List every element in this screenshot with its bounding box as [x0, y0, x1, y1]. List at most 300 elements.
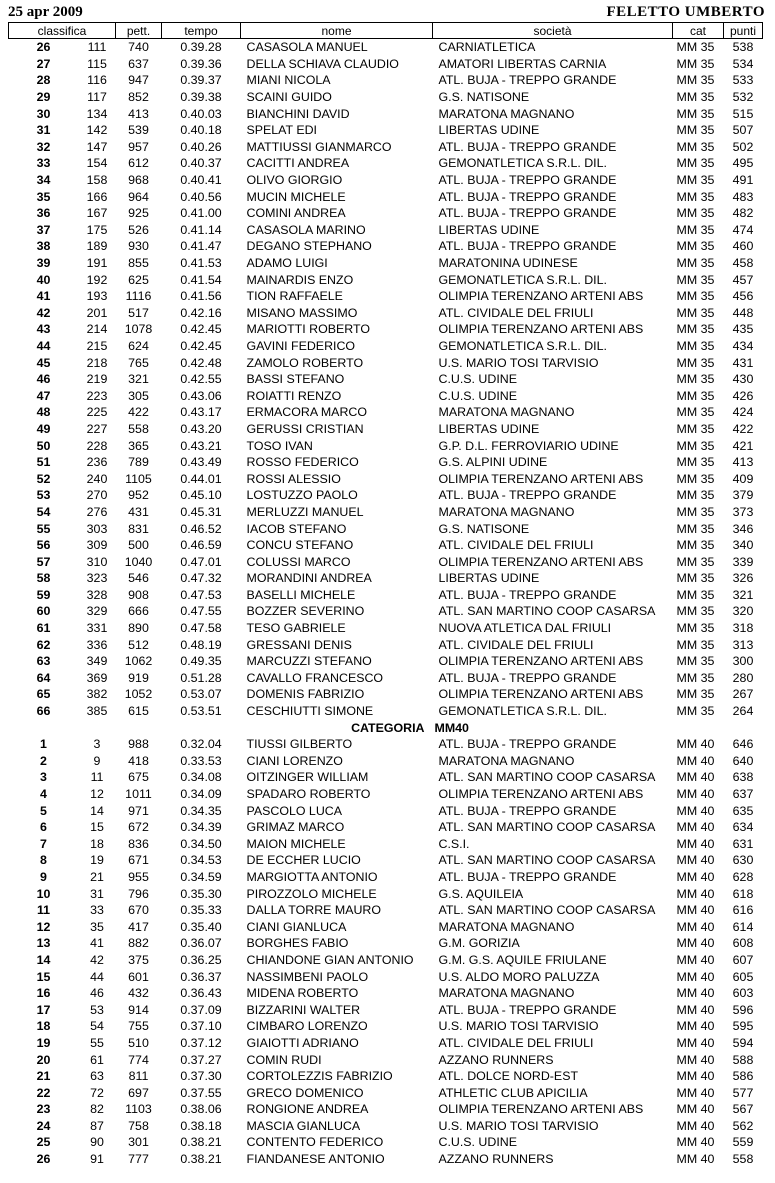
points-cell: 596 — [732, 1002, 754, 1017]
rank-cell: 61 — [36, 621, 51, 636]
club-cell: ATL. BUJA - TREPPO GRANDE — [438, 670, 617, 685]
name-cell: MASCIA GIANLUCA — [246, 1118, 361, 1133]
points-cell: 318 — [732, 621, 754, 636]
time-cell: 0.34.08 — [180, 770, 222, 785]
club-cell: OLIMPIA TERENZANO ARTENI ABS — [438, 687, 644, 702]
name-cell: ADAMO LUIGI — [246, 256, 328, 271]
club-cell: OLIMPIA TERENZANO ARTENI ABS — [438, 554, 644, 569]
time-cell: 0.33.53 — [180, 753, 222, 768]
category-cell: MM 35 — [676, 637, 715, 652]
rank-cell: 27 — [36, 56, 51, 71]
name-cell: MIANI NICOLA — [246, 73, 331, 88]
name-cell: GRECO DOMENICO — [246, 1085, 364, 1100]
points-cell: 495 — [732, 156, 754, 171]
rank-cell: 57 — [36, 554, 51, 569]
points-cell: 638 — [732, 770, 754, 785]
name-cell: CIANI LORENZO — [246, 753, 343, 768]
rank-cell: 42 — [36, 305, 51, 320]
overall-cell: 42 — [90, 952, 104, 967]
category-cell: MM 35 — [676, 504, 715, 519]
category-cell: MM 35 — [676, 488, 715, 503]
time-cell: 0.37.10 — [180, 1019, 222, 1034]
points-cell: 630 — [732, 853, 754, 868]
bib-cell: 510 — [128, 1035, 149, 1050]
overall-cell: 117 — [87, 90, 107, 105]
bib-cell: 855 — [128, 256, 149, 271]
name-cell: DALLA TORRE MAURO — [246, 903, 381, 918]
name-cell: DELLA SCHIAVA CLAUDIO — [246, 56, 399, 71]
points-cell: 534 — [732, 56, 754, 71]
category-cell: MM 35 — [676, 405, 715, 420]
points-cell: 614 — [732, 919, 754, 934]
time-cell: 0.49.35 — [180, 654, 222, 669]
club-cell: LIBERTAS UDINE — [438, 123, 540, 138]
category-cell: MM 35 — [676, 239, 715, 254]
race-date: 25 apr 2009 — [8, 4, 83, 20]
rank-cell: 40 — [36, 272, 51, 287]
table-row — [9, 653, 763, 670]
time-cell: 0.35.30 — [180, 886, 222, 901]
table-row — [9, 89, 763, 106]
rank-cell: 26 — [36, 40, 51, 55]
table-row — [9, 885, 763, 902]
points-cell: 435 — [732, 322, 754, 337]
points-cell: 515 — [732, 106, 754, 121]
name-cell: TION RAFFAELE — [246, 289, 343, 304]
category-cell: MM 40 — [676, 919, 715, 934]
bib-cell: 952 — [128, 488, 149, 503]
name-cell: DEGANO STEPHANO — [246, 239, 372, 254]
table-row — [9, 437, 763, 454]
category-cell: MM 40 — [676, 1069, 715, 1084]
time-cell: 0.41.00 — [180, 206, 222, 221]
points-cell: 267 — [732, 687, 754, 702]
time-cell: 0.40.26 — [180, 139, 222, 154]
category-cell: MM 35 — [676, 471, 715, 486]
bib-cell: 697 — [128, 1085, 149, 1100]
points-cell: 458 — [732, 256, 754, 271]
time-cell: 0.34.09 — [180, 787, 222, 802]
name-cell: DOMENIS FABRIZIO — [246, 687, 365, 702]
time-cell: 0.36.25 — [180, 952, 222, 967]
time-cell: 0.39.37 — [180, 73, 222, 88]
category-cell: MM 35 — [676, 123, 715, 138]
overall-cell: 385 — [86, 704, 108, 719]
points-cell: 631 — [732, 836, 754, 851]
table-row — [9, 570, 763, 587]
time-cell: 0.34.39 — [180, 820, 222, 835]
name-cell: MARCUZZI STEFANO — [246, 654, 372, 669]
overall-cell: 9 — [93, 753, 101, 768]
rank-cell: 47 — [36, 388, 51, 403]
category-cell: MM 40 — [676, 753, 715, 768]
table-row — [9, 736, 763, 753]
category-cell: MM 40 — [676, 1085, 715, 1100]
name-cell: CIMBARO LORENZO — [246, 1019, 368, 1034]
points-cell: 474 — [732, 222, 754, 237]
rank-cell: 24 — [36, 1118, 51, 1133]
rank-cell: 9 — [40, 869, 47, 884]
club-cell: AZZANO RUNNERS — [438, 1052, 554, 1067]
name-cell: BOZZER SEVERINO — [246, 604, 365, 619]
name-cell: TOSO IVAN — [246, 438, 313, 453]
bib-cell: 925 — [128, 206, 149, 221]
table-row — [9, 305, 763, 322]
category-cell: MM 35 — [676, 173, 715, 188]
name-cell: CACITTI ANDREA — [246, 156, 350, 171]
overall-cell: 72 — [90, 1085, 104, 1100]
category-cell: MM 40 — [676, 803, 715, 818]
bib-cell: 765 — [128, 355, 149, 370]
club-cell: ATL. BUJA - TREPPO GRANDE — [438, 587, 617, 602]
bib-cell: 914 — [128, 1002, 149, 1017]
rank-cell: 44 — [36, 338, 51, 353]
time-cell: 0.40.18 — [180, 123, 222, 138]
rank-cell: 2 — [40, 753, 47, 768]
points-cell: 635 — [732, 803, 754, 818]
name-cell: ROIATTI RENZO — [246, 388, 342, 403]
time-cell: 0.42.48 — [180, 355, 222, 370]
category-cell: MM 35 — [676, 289, 715, 304]
overall-cell: 276 — [86, 504, 108, 519]
bib-cell: 1103 — [125, 1102, 152, 1117]
club-cell: ATL. BUJA - TREPPO GRANDE — [438, 1002, 617, 1017]
points-cell: 491 — [732, 173, 754, 188]
rank-cell: 8 — [40, 853, 47, 868]
points-cell: 646 — [732, 737, 754, 752]
table-row — [9, 918, 763, 935]
overall-cell: 12 — [90, 787, 104, 802]
bib-cell: 305 — [128, 388, 149, 403]
category-cell: MM 35 — [676, 587, 715, 602]
table-row — [9, 935, 763, 952]
club-cell: MARATONA MAGNANO — [438, 106, 575, 121]
col-header-societa: società — [433, 23, 673, 39]
bib-cell: 919 — [128, 670, 149, 685]
bib-cell: 375 — [128, 952, 149, 967]
table-row — [9, 985, 763, 1002]
points-cell: 618 — [732, 886, 754, 901]
time-cell: 0.47.58 — [180, 621, 222, 636]
table-row — [9, 636, 763, 653]
name-cell: BASSI STEFANO — [246, 372, 345, 387]
category-cell: MM 35 — [676, 687, 715, 702]
time-cell: 0.41.56 — [180, 289, 222, 304]
points-cell: 421 — [732, 438, 754, 453]
category-cell: MM 40 — [676, 836, 715, 851]
table-row — [9, 603, 763, 620]
bib-cell: 601 — [128, 969, 149, 984]
category-cell: MM 35 — [676, 554, 715, 569]
bib-cell: 558 — [128, 421, 149, 436]
club-cell: ATL. BUJA - TREPPO GRANDE — [438, 869, 617, 884]
name-cell: CASASOLA MARINO — [246, 222, 366, 237]
name-cell: CORTOLEZZIS FABRIZIO — [246, 1069, 393, 1084]
table-row — [9, 371, 763, 388]
overall-cell: 219 — [86, 372, 108, 387]
category-cell: MM 40 — [676, 787, 715, 802]
name-cell: GAVINI FEDERICO — [246, 338, 356, 353]
points-cell: 409 — [732, 471, 754, 486]
category-cell: MM 40 — [676, 1019, 715, 1034]
bib-cell: 964 — [128, 189, 149, 204]
points-cell: 637 — [732, 787, 754, 802]
col-header-pett: pett. — [116, 23, 162, 39]
category-cell: MM 35 — [676, 654, 715, 669]
name-cell: GERUSSI CRISTIAN — [246, 421, 364, 436]
bib-cell: 831 — [128, 521, 149, 536]
time-cell: 0.47.53 — [180, 587, 222, 602]
overall-cell: 87 — [90, 1118, 104, 1133]
rank-cell: 43 — [36, 322, 51, 337]
time-cell: 0.46.59 — [180, 538, 222, 553]
points-cell: 313 — [732, 637, 754, 652]
club-cell: ATHLETIC CLUB APICILIA — [438, 1085, 588, 1100]
bib-cell: 672 — [128, 820, 149, 835]
category-cell: MM 35 — [676, 139, 715, 154]
overall-cell: 329 — [86, 604, 108, 619]
club-cell: OLIMPIA TERENZANO ARTENI ABS — [438, 654, 644, 669]
club-cell: ATL. BUJA - TREPPO GRANDE — [438, 173, 617, 188]
time-cell: 0.36.37 — [180, 969, 222, 984]
table-row — [9, 271, 763, 288]
points-cell: 559 — [732, 1135, 754, 1150]
club-cell: G.S. NATISONE — [438, 90, 530, 105]
overall-cell: 82 — [90, 1102, 104, 1117]
rank-cell: 19 — [36, 1035, 51, 1050]
points-cell: 280 — [732, 670, 754, 685]
bib-cell: 539 — [128, 123, 149, 138]
table-row — [9, 172, 763, 189]
overall-cell: 44 — [90, 969, 104, 984]
points-cell: 562 — [732, 1118, 754, 1133]
overall-cell: 369 — [86, 670, 108, 685]
col-header-nome: nome — [241, 23, 433, 39]
bib-cell: 1062 — [124, 654, 153, 669]
bib-cell: 666 — [128, 604, 149, 619]
overall-cell: 115 — [87, 56, 107, 71]
name-cell: BIZZARINI WALTER — [246, 1002, 361, 1017]
category-cell: MM 35 — [676, 388, 715, 403]
table-row — [9, 404, 763, 421]
rank-cell: 25 — [36, 1135, 51, 1150]
category-cell: MM 35 — [676, 421, 715, 436]
table-row — [9, 470, 763, 487]
rank-cell: 51 — [36, 455, 51, 470]
club-cell: ATL. CIVIDALE DEL FRIULI — [438, 1035, 594, 1050]
points-cell: 434 — [732, 338, 754, 353]
points-cell: 607 — [732, 952, 754, 967]
club-cell: ATL. BUJA - TREPPO GRANDE — [438, 488, 617, 503]
bib-cell: 758 — [128, 1118, 149, 1133]
table-row — [9, 1134, 763, 1151]
time-cell: 0.40.03 — [180, 106, 222, 121]
club-cell: ATL. SAN MARTINO COOP CASARSA — [438, 903, 656, 918]
table-row — [9, 1001, 763, 1018]
time-cell: 0.48.19 — [180, 637, 222, 652]
table-row — [9, 39, 763, 56]
time-cell: 0.43.21 — [180, 438, 222, 453]
table-row — [9, 421, 763, 438]
time-cell: 0.53.07 — [180, 687, 222, 702]
club-cell: ATL. CIVIDALE DEL FRIULI — [438, 538, 594, 553]
name-cell: BASELLI MICHELE — [246, 587, 356, 602]
rank-cell: 14 — [36, 952, 51, 967]
col-header-tempo: tempo — [162, 23, 241, 39]
category-cell: MM 35 — [676, 438, 715, 453]
overall-cell: 116 — [87, 73, 107, 88]
bib-cell: 777 — [128, 1152, 149, 1167]
time-cell: 0.41.54 — [180, 272, 222, 287]
category-cell: MM 40 — [676, 903, 715, 918]
name-cell: MAION MICHELE — [246, 836, 346, 851]
time-cell: 0.43.49 — [180, 455, 222, 470]
table-row — [9, 769, 763, 786]
points-cell: 608 — [732, 936, 754, 951]
time-cell: 0.39.36 — [180, 56, 222, 71]
category-cell: MM 40 — [676, 886, 715, 901]
category-cell: MM 40 — [676, 1152, 715, 1167]
time-cell: 0.39.28 — [180, 40, 222, 55]
club-cell: ATL. SAN MARTINO COOP CASARSA — [438, 770, 656, 785]
category-cell: MM 35 — [676, 90, 715, 105]
table-row — [9, 139, 763, 156]
points-cell: 379 — [732, 488, 754, 503]
club-cell: U.S. MARIO TOSI TARVISIO — [438, 355, 599, 370]
rank-cell: 34 — [36, 173, 51, 188]
overall-cell: 323 — [86, 571, 108, 586]
bib-cell: 774 — [128, 1052, 149, 1067]
time-cell: 0.45.10 — [180, 488, 222, 503]
name-cell: ERMACORA MARCO — [246, 405, 367, 420]
rank-cell: 1 — [40, 737, 47, 752]
table-row — [9, 222, 763, 239]
points-cell: 300 — [732, 654, 754, 669]
club-cell: OLIMPIA TERENZANO ARTENI ABS — [438, 1102, 644, 1117]
club-cell: NUOVA ATLETICA DAL FRIULI — [438, 621, 612, 636]
overall-cell: 11 — [90, 770, 104, 785]
name-cell: FIANDANESE ANTONIO — [246, 1152, 385, 1167]
rank-cell: 49 — [36, 421, 51, 436]
club-cell: AMATORI LIBERTAS CARNIA — [438, 56, 607, 71]
bib-cell: 947 — [128, 73, 149, 88]
club-cell: LIBERTAS UDINE — [438, 222, 540, 237]
club-cell: CARNIATLETICA — [438, 40, 536, 55]
race-location: FELETTO UMBERTO — [606, 4, 765, 20]
overall-cell: 228 — [86, 438, 108, 453]
club-cell: G.S. NATISONE — [438, 521, 530, 536]
rank-cell: 11 — [36, 903, 51, 918]
bib-cell: 789 — [128, 455, 149, 470]
rank-cell: 4 — [40, 787, 47, 802]
rank-cell: 22 — [36, 1085, 51, 1100]
category-cell: MM 35 — [676, 156, 715, 171]
points-cell: 538 — [732, 40, 754, 55]
club-cell: OLIMPIA TERENZANO ARTENI ABS — [438, 289, 644, 304]
club-cell: U.S. ALDO MORO PALUZZA — [438, 969, 600, 984]
rank-cell: 16 — [36, 986, 51, 1001]
category-cell: MM 35 — [676, 571, 715, 586]
bib-cell: 321 — [128, 372, 149, 387]
bib-cell: 637 — [128, 56, 149, 71]
club-cell: ATL. BUJA - TREPPO GRANDE — [438, 189, 617, 204]
overall-cell: 14 — [90, 803, 104, 818]
category-cell: MM 35 — [676, 604, 715, 619]
points-cell: 577 — [732, 1085, 754, 1100]
time-cell: 0.37.09 — [180, 1002, 222, 1017]
name-cell: BORGHES FABIO — [246, 936, 349, 951]
overall-cell: 3 — [93, 737, 101, 752]
table-row — [9, 1151, 763, 1168]
points-cell: 640 — [732, 753, 754, 768]
name-cell: GRESSANI DENIS — [246, 637, 352, 652]
rank-cell: 20 — [36, 1052, 51, 1067]
bib-cell: 971 — [128, 803, 149, 818]
time-cell: 0.39.38 — [180, 90, 222, 105]
overall-cell: 91 — [90, 1152, 104, 1167]
results-table — [8, 22, 763, 1167]
points-cell: 594 — [732, 1035, 754, 1050]
rank-cell: 5 — [40, 803, 47, 818]
name-cell: OITZINGER WILLIAM — [246, 770, 369, 785]
rank-cell: 18 — [36, 1019, 51, 1034]
table-row — [9, 338, 763, 355]
overall-cell: 111 — [87, 40, 107, 55]
bib-cell: 988 — [128, 737, 149, 752]
table-row — [9, 553, 763, 570]
table-row — [9, 454, 763, 471]
club-cell: ATL. BUJA - TREPPO GRANDE — [438, 73, 617, 88]
category-cell: MM 35 — [676, 521, 715, 536]
bib-cell: 1078 — [124, 322, 153, 337]
club-cell: C.U.S. UDINE — [438, 388, 517, 403]
time-cell: 0.47.32 — [180, 571, 222, 586]
club-cell: ATL. BUJA - TREPPO GRANDE — [438, 139, 617, 154]
time-cell: 0.42.55 — [180, 372, 222, 387]
rank-cell: 52 — [36, 471, 51, 486]
category-cell: MM 40 — [676, 1002, 715, 1017]
category-cell: MM 35 — [676, 338, 715, 353]
club-cell: C.S.I. — [438, 836, 470, 851]
overall-cell: 167 — [86, 206, 108, 221]
points-cell: 634 — [732, 820, 754, 835]
overall-cell: 349 — [86, 654, 108, 669]
name-cell: CONCU STEFANO — [246, 538, 354, 553]
category-cell: MM 35 — [676, 40, 715, 55]
rank-cell: 6 — [40, 820, 47, 835]
name-cell: LOSTUZZO PAOLO — [246, 488, 358, 503]
table-row — [9, 952, 763, 969]
table-row — [9, 155, 763, 172]
rank-cell: 62 — [36, 637, 51, 652]
time-cell: 0.34.59 — [180, 869, 222, 884]
time-cell: 0.37.30 — [180, 1069, 222, 1084]
table-row — [9, 753, 763, 770]
rank-cell: 66 — [36, 704, 51, 719]
bib-cell: 1116 — [125, 289, 152, 304]
bib-cell: 624 — [128, 338, 149, 353]
name-cell: GIAIOTTI ADRIANO — [246, 1035, 359, 1050]
points-cell: 456 — [732, 289, 754, 304]
col-header-punti: punti — [724, 23, 763, 39]
overall-cell: 53 — [90, 1002, 104, 1017]
overall-cell: 18 — [90, 836, 104, 851]
time-cell: 0.45.31 — [180, 504, 222, 519]
overall-cell: 19 — [90, 853, 104, 868]
category-cell: MM 40 — [676, 737, 715, 752]
club-cell: OLIMPIA TERENZANO ARTENI ABS — [438, 322, 644, 337]
name-cell: GRIMAZ MARCO — [246, 820, 345, 835]
